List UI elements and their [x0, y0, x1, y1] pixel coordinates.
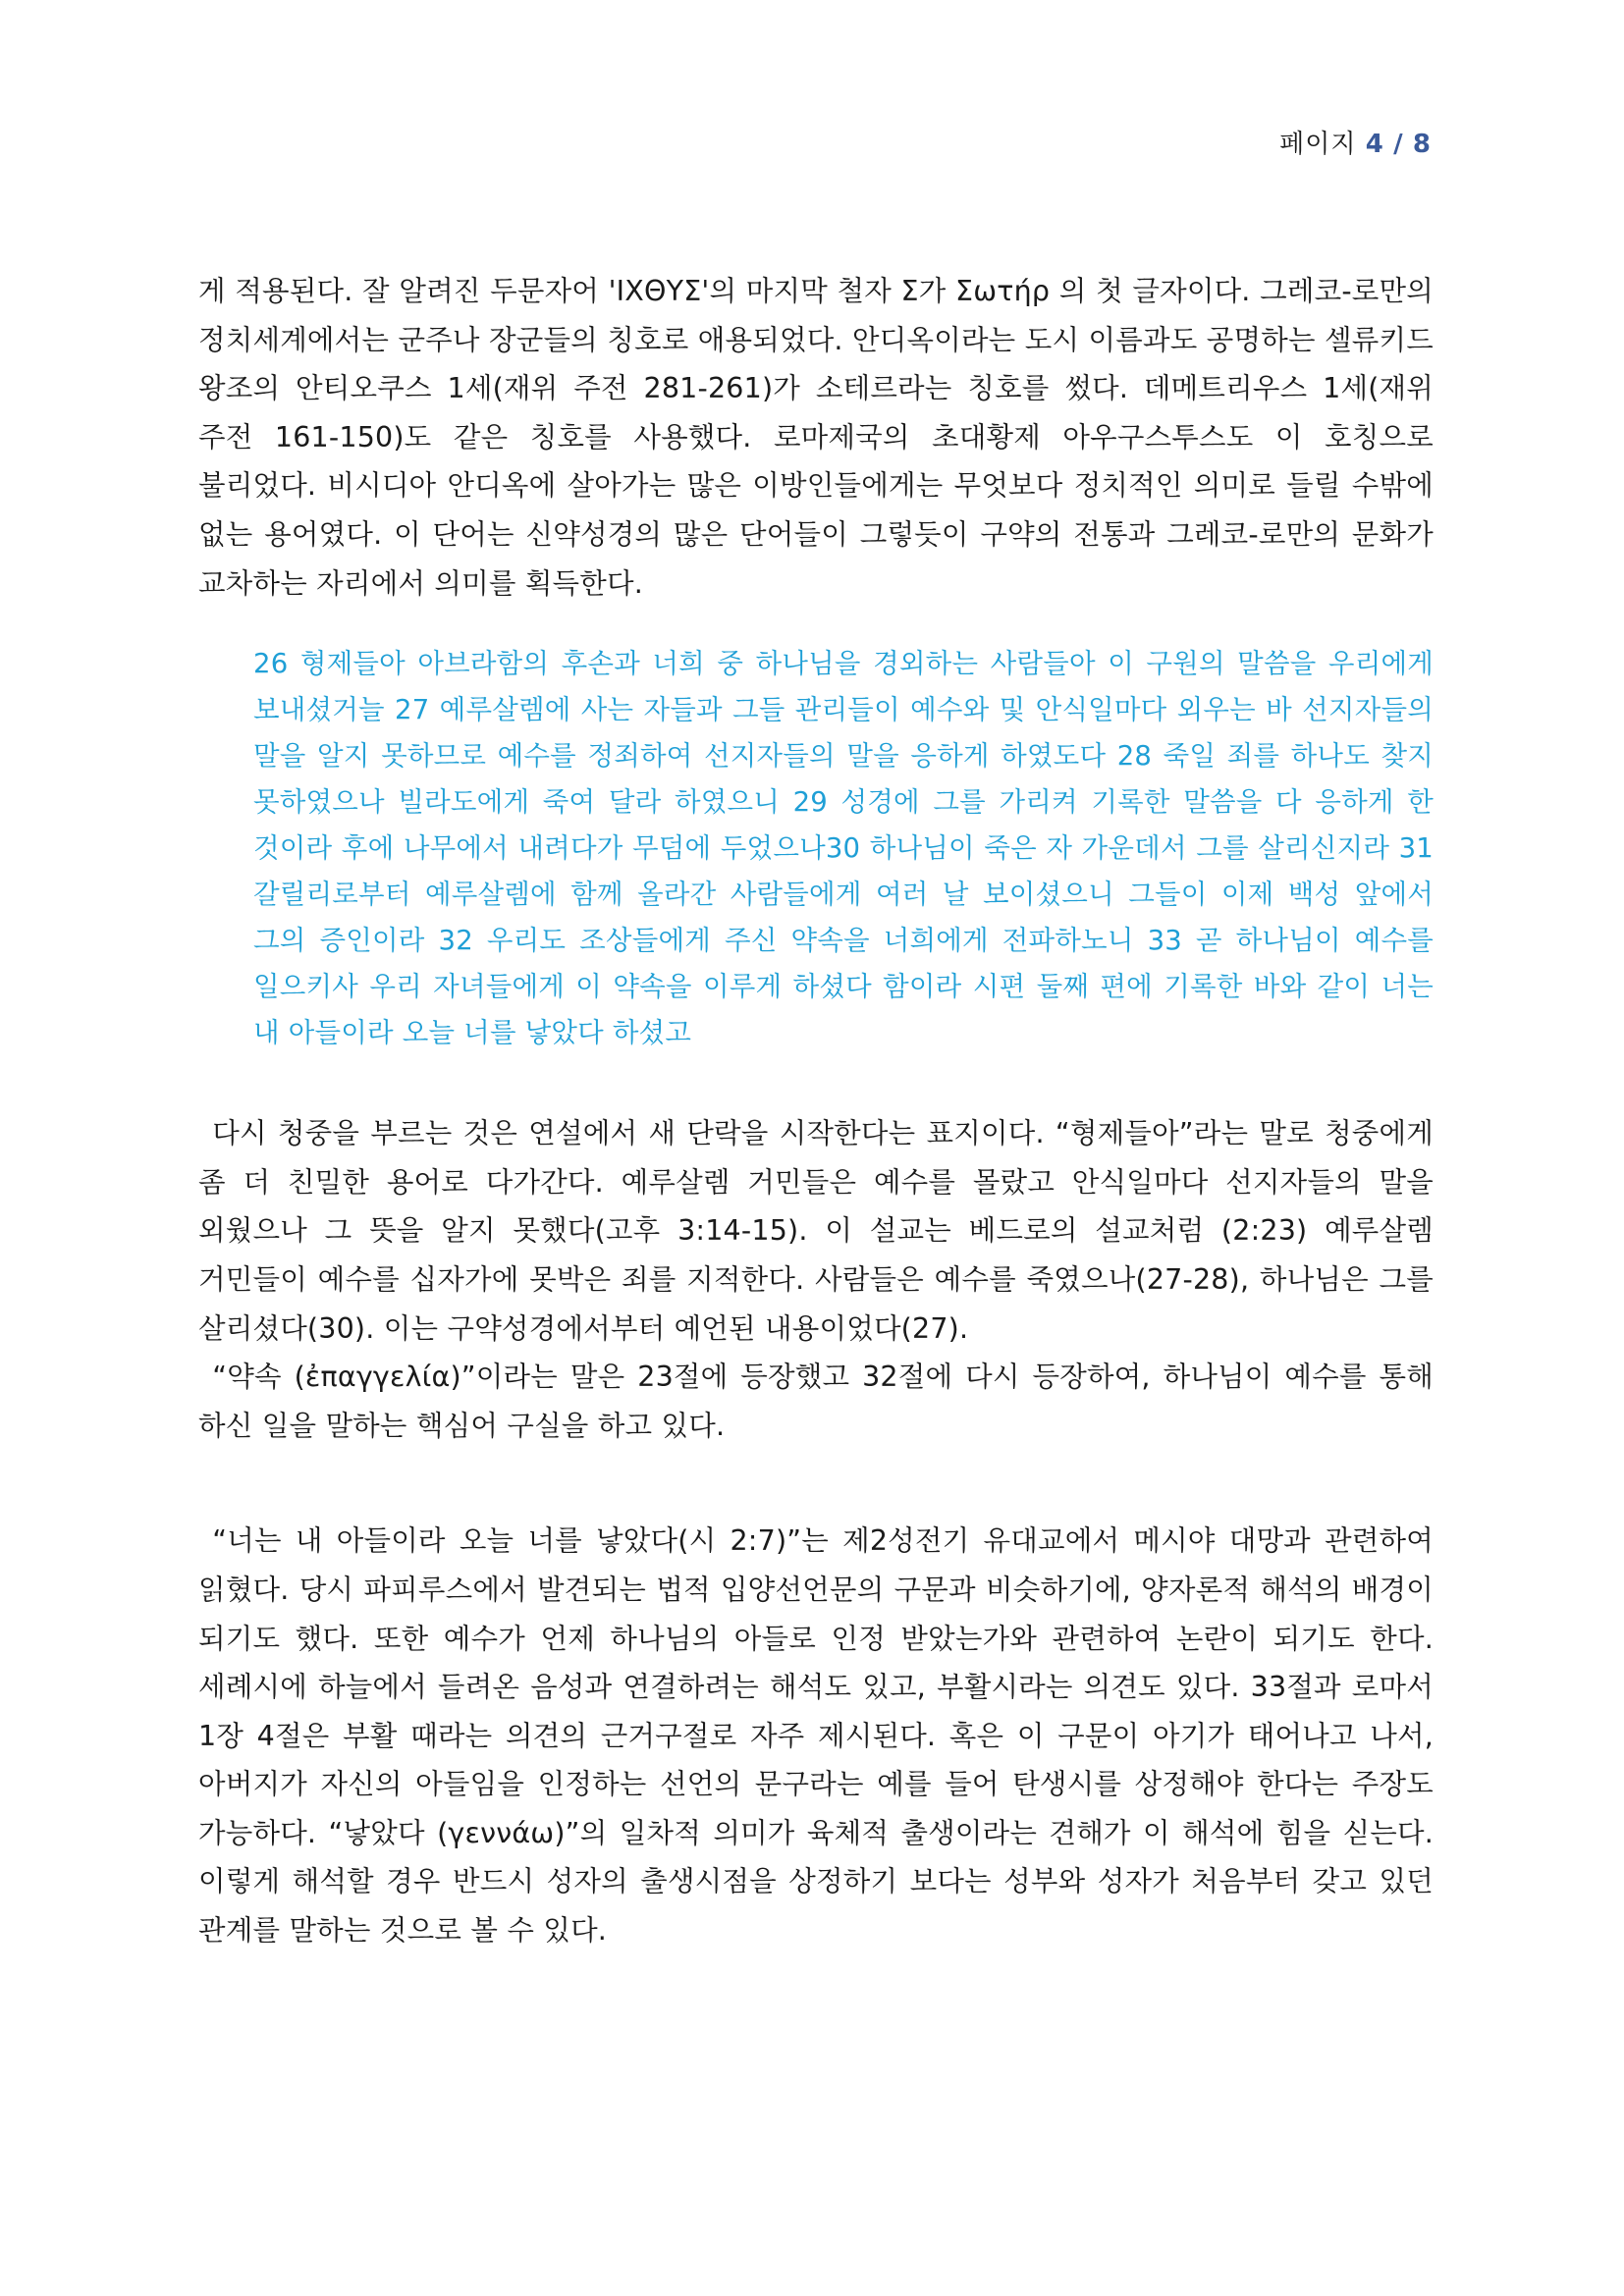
paragraph-3: “약속 (ἐπαγγελία)”이라는 말은 23절에 등장했고 32절에 다시 등장하여, 하나님이 예수를 통해 하신 일을 말하는 핵심어 구실을 하고 있다.: [198, 1361, 1434, 1442]
document-body: [198, 267, 1434, 1955]
page-number: [1279, 124, 1432, 160]
paragraph-4: “너는 내 아들이라 오늘 너를 낳았다(시 2:7)”는 제2성전기 유대교에서 메시야 대망과 관련하여 읽혔다. 당시 파피루스에서 발견되는 법적 입양선언문의 구문과 비슷하기에, 양자론적 해석의 배경이 되기도 했다. 또한 예수가 언제 하나님의 아들로 인정 받았는가와 관련하여 논란이 되기도 한다. 세례시에 하늘에서 들려온 음성과 연결하려는 해석도 있고, 부활시라는 의견도 있다. 33절과 로마서 1장 4절은 부활 때라는 의견의 근거구절로 자주 제시된다. 혹은 이 구문이 아기가 태어나고 나서, 아버지가 자신의 아들임을 인정하는 선언의 문구라는 예를 들어 탄생시를 상정해야 한다는 주장도 가능하다. “낳았다 (γεννάω)”의 일차적 의미가 육체적 출생이라는 견해가 이 해석에 힘을 싣는다. 이렇게 해석할 경우 반드시 성자의 출생시점을 상정하기 보다는 성부와 성자가 처음부터 갖고 있던 관계를 말하는 것으로 볼 수 있다.: [198, 1524, 1434, 1948]
current-page: 4: [1365, 130, 1384, 159]
page-separator: /: [1393, 130, 1404, 159]
total-pages: 8: [1412, 130, 1432, 159]
page-label: 페이지: [1279, 130, 1357, 159]
paragraph-2: 다시 청중을 부르는 것은 연설에서 새 단락을 시작한다는 표지이다. “형제들아”라는 말로 청중에게 좀 더 친밀한 용어로 다가간다. 예루살렘 거민들은 예수를 몰랐고 안식일마다 선지자들의 말을 외웠으나 그 뜻을 알지 못했다(고후 3:14-15). 이 설교는 베드로의 설교처럼 (2:23) 예루살렘 거민들이 예수를 십자가에 못박은 죄를 지적한다. 사람들은 예수를 죽였으나(27-28), 하나님은 그를 살리셨다(30). 이는 구약성경에서부터 예언된 내용이었다(27).: [198, 1117, 1434, 1345]
paragraph-1: 게 적용된다. 잘 알려진 두문자어 'ΙΧΘΥΣ'의 마지막 철자 Σ가 Σωτήρ 의 첫 글자이다. 그레코-로만의 정치세계에서는 군주나 장군들의 칭호로 애용되었다. 안디옥이라는 도시 이름과도 공명하는 셀류키드 왕조의 안티오쿠스 1세(재위 주전 281-261)가 소테르라는 칭호를 썼다. 데메트리우스 1세(재위 주전 161-150)도 같은 칭호를 사용했다. 로마제국의 초대황제 아우구스투스도 이 호칭으로 불리었다. 비시디아 안디옥에 살아가는 많은 이방인들에게는 무엇보다 정치적인 의미로 들릴 수밖에 없는 용어였다. 이 단어는 신약성경의 많은 단어들이 그렇듯이 구약의 전통과 그레코-로만의 문화가 교차하는 자리에서 의미를 획득한다.: [198, 275, 1434, 600]
scripture-quote: 26 형제들아 아브라함의 후손과 너희 중 하나님을 경외하는 사람들아 이 구원의 말씀을 우리에게 보내셨거늘 27 예루살렘에 사는 자들과 그들 관리들이 예수와 및 안식일마다 외우는 바 선지자들의 말을 알지 못하므로 예수를 정죄하여 선지자들의 말을 응하게 하였도다 28 죽일 죄를 하나도 찾지 못하였으나 빌라도에게 죽여 달라 하였으니 29 성경에 그를 가리켜 기록한 말씀을 다 응하게 한 것이라 후에 나무에서 내려다가 무덤에 두었으나30 하나님이 죽은 자 가운데서 그를 살리신지라 31 갈릴리로부터 예루살렘에 함께 올라간 사람들에게 여러 날 보이셨으니 그들이 이제 백성 앞에서 그의 증인이라 32 우리도 조상들에게 주신 약속을 너희에게 전파하노니 33 곧 하나님이 예수를 일으키사 우리 자녀들에게 이 약속을 이루게 하셨다 함이라 시편 둘째 편에 기록한 바와 같이 너는 내 아들이라 오늘 너를 낳았다 하셨고: [253, 648, 1434, 1049]
